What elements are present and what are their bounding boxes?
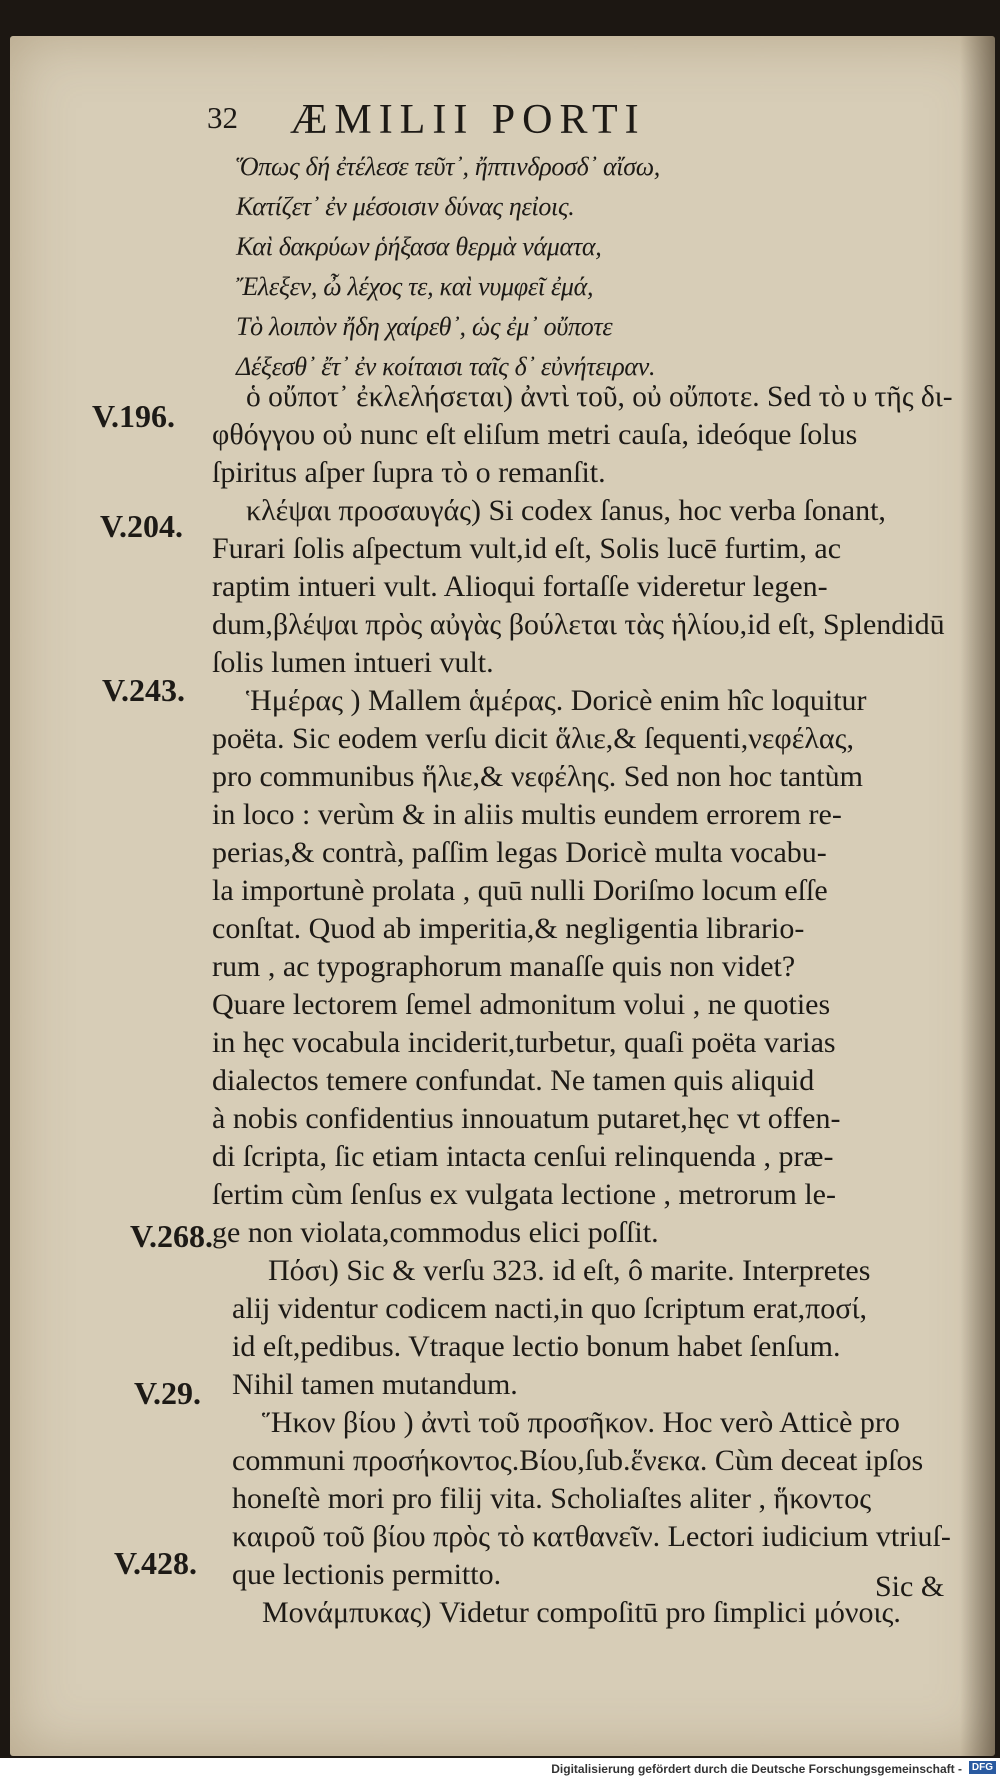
- commentary-line: Πόσι) Sic & verſu 323. id eſt, ô marite. Interpretes: [268, 1254, 871, 1287]
- commentary-line: Quare lectorem ſemel admonitum volui , ne quoties: [212, 988, 831, 1021]
- commentary-line: dum,βλέψαι πρὸς αὐγὰς βούλεται τὰς ἡλίου,id eſt, Splendidū: [212, 608, 945, 641]
- verse-reference: V.268.: [130, 1218, 213, 1254]
- commentary-line: alij videntur codicem nacti,in quo ſcriptum erat,ποσί,: [232, 1292, 868, 1325]
- commentary-line: in loco : verùm & in aliis multis eundem errorem re-: [212, 798, 842, 831]
- dfg-logo: DFG: [969, 1761, 996, 1774]
- digitization-credit: [0, 1758, 1000, 1780]
- commentary-line: conſtat. Quod ab imperitia,& negligentia librario-: [212, 912, 805, 945]
- verse-reference: V.243.: [102, 672, 185, 708]
- verse-line: Τὸ λοιπὸν ἤδη χαίρεθ᾽, ὡς ἐμ᾽ οὔποτε: [236, 312, 613, 341]
- commentary-line: Nihil tamen mutandum.: [232, 1368, 518, 1401]
- verse-line: Ὅπως δή ἐτέλεσε τεῦτ᾽, ἤπτινδροσδ᾽ αἴσω,: [236, 152, 660, 181]
- commentary-line: rum , ac typographorum manaſſe quis non videt?: [212, 950, 796, 983]
- commentary-line: pro communibus ἥλιε,& νεφέλης. Sed non hoc tantùm: [212, 760, 863, 793]
- verse-line: Καὶ δακρύων ῥήξασα θερμὰ νάματα,: [236, 232, 602, 261]
- commentary-line: honeſtè mori pro filij vita. Scholiaſtes aliter , ἥκοντος: [232, 1482, 872, 1515]
- commentary-line: Ἥκον βίου ) ἀντὶ τοῦ προσῆκον. Hoc verò Atticè pro: [262, 1406, 900, 1439]
- page-number: 32: [207, 100, 238, 135]
- commentary-line: à nobis confidentius innouatum putaret,hęc vt offen-: [212, 1102, 841, 1135]
- commentary-line: poëta. Sic eodem verſu dicit ἅλιε,& ſequenti,νεφέλας,: [212, 722, 854, 755]
- verse-line: Κατίζετ᾽ ἐν μέσοισιν δύνας ηεἰοις.: [236, 192, 575, 221]
- verse-reference: V.428.: [114, 1545, 197, 1581]
- commentary-line: κλέψαι προσαυγάς) Si codex ſanus, hoc verba ſonant,: [246, 494, 886, 527]
- commentary-line: ge non violata,commodus elici poſſit.: [212, 1216, 659, 1249]
- credit-text: Digitalisierung gefördert durch die Deutsche Forschungsgemeinschaft -: [551, 1762, 962, 1776]
- running-title: ÆMILII PORTI: [290, 97, 646, 143]
- commentary-line: id eſt,pedibus. Vtraque lectio bonum habet ſenſum.: [232, 1330, 841, 1363]
- commentary-line: ſpiritus aſper ſupra τὸ ο remanſit.: [212, 456, 606, 489]
- commentary-line: καιροῦ τοῦ βίου πρὸς τὸ κατθανεῖν. Lectori iudicium vtriuſ-: [232, 1520, 951, 1553]
- commentary-line: perias,& contrà, paſſim legas Doricè multa vocabu-: [212, 836, 827, 869]
- commentary-line: communi προσήκοντος.Βίου,ſub.ἕνεκα. Cùm deceat ipſos: [232, 1444, 924, 1477]
- commentary-line: Μονάμπυκας) Videtur compoſitū pro ſimplici μόνοις.: [262, 1596, 901, 1629]
- commentary-line: di ſcripta, ſic etiam intacta cenſui relinquenda , præ-: [212, 1140, 834, 1173]
- spine-shadow: [960, 36, 995, 1756]
- commentary-line: Ἡμέρας ) Mallem ἁμέρας. Doricè enim hîc loquitur: [246, 684, 867, 717]
- verse-reference: V.196.: [92, 398, 175, 434]
- verse-line: Ἔλεξεν, ὦ λέχος τε, καὶ νυμφεῖ ἐμά,: [236, 272, 594, 301]
- verse-reference: V.204.: [100, 508, 183, 544]
- catchword: Sic &: [875, 1570, 945, 1603]
- commentary-line: que lectionis permitto.: [232, 1558, 502, 1591]
- commentary-line: ſolis lumen intueri vult.: [212, 646, 494, 679]
- commentary-line: raptim intueri vult. Alioqui fortaſſe videretur legen-: [212, 570, 828, 603]
- commentary-line: ὁ οὔποτ᾽ ἐκλελήσεται) ἀντὶ τοῦ, οὐ οὔποτε. Sed τὸ υ τῆς δι-: [246, 381, 953, 413]
- commentary-line: φθόγγου οὐ nunc eſt eliſum metri cauſa, ideóque ſolus: [212, 418, 858, 451]
- commentary-line: Furari ſolis aſpectum vult,id eſt, Solis lucē furtim, ac: [212, 532, 842, 565]
- verse-line: Δέξεσθ᾽ ἔτ᾽ ἐν κοίταισι ταῖς δ᾽ εὐνήτειραν.: [236, 352, 656, 381]
- commentary-line: la importunè prolata , quū nulli Doriſmo locum eſſe: [212, 874, 828, 907]
- verse-reference: V.29.: [134, 1375, 201, 1411]
- commentary-line: ſertim cùm ſenſus ex vulgata lectione , metrorum le-: [212, 1178, 836, 1211]
- commentary-line: in hęc vocabula inciderit,turbetur, quaſi poëta varias: [212, 1026, 836, 1059]
- commentary-line: dialectos temere confundat. Ne tamen quis aliquid: [212, 1064, 815, 1097]
